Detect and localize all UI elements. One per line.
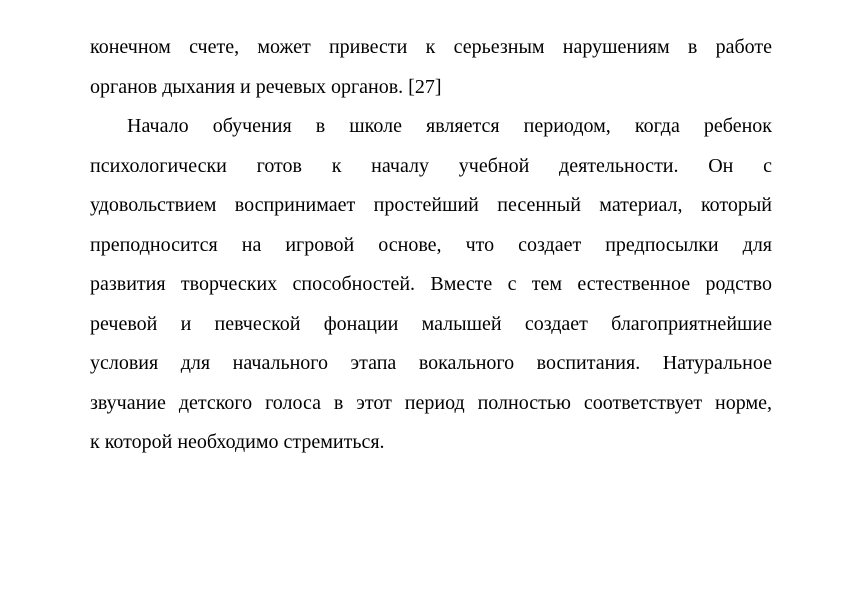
- text-line: конечном счете, может привести к серьезным нарушениям в работе: [90, 36, 772, 58]
- document-page: [90, 28, 772, 463]
- text-line: органов дыхания и речевых органов. [27]: [90, 75, 442, 98]
- paragraph-continuation: [90, 28, 772, 107]
- text-line: преподносится на игровой основе, что создает предпосылки для: [90, 233, 772, 256]
- text-line: звучание детского голоса в этот период полностью соответствует норме,: [90, 391, 772, 414]
- text-line: развития творческих способностей. Вместе с тем естественное родство: [90, 273, 772, 295]
- text-line: Начало обучения в школе является периодом, когда ребенок: [127, 115, 772, 137]
- text-line: условия для начального этапа вокального воспитания. Натуральное: [90, 352, 772, 374]
- text-line: психологически готов к началу учебной деятельности. Он с: [90, 154, 772, 177]
- paragraph-school-start: [90, 107, 772, 463]
- text-line: к которой необходимо стремиться.: [90, 431, 385, 453]
- text-line: удовольствием воспринимает простейший песенный материал, который: [90, 194, 772, 216]
- text-line: речевой и певческой фонации малышей создает благоприятнейшие: [90, 312, 772, 335]
